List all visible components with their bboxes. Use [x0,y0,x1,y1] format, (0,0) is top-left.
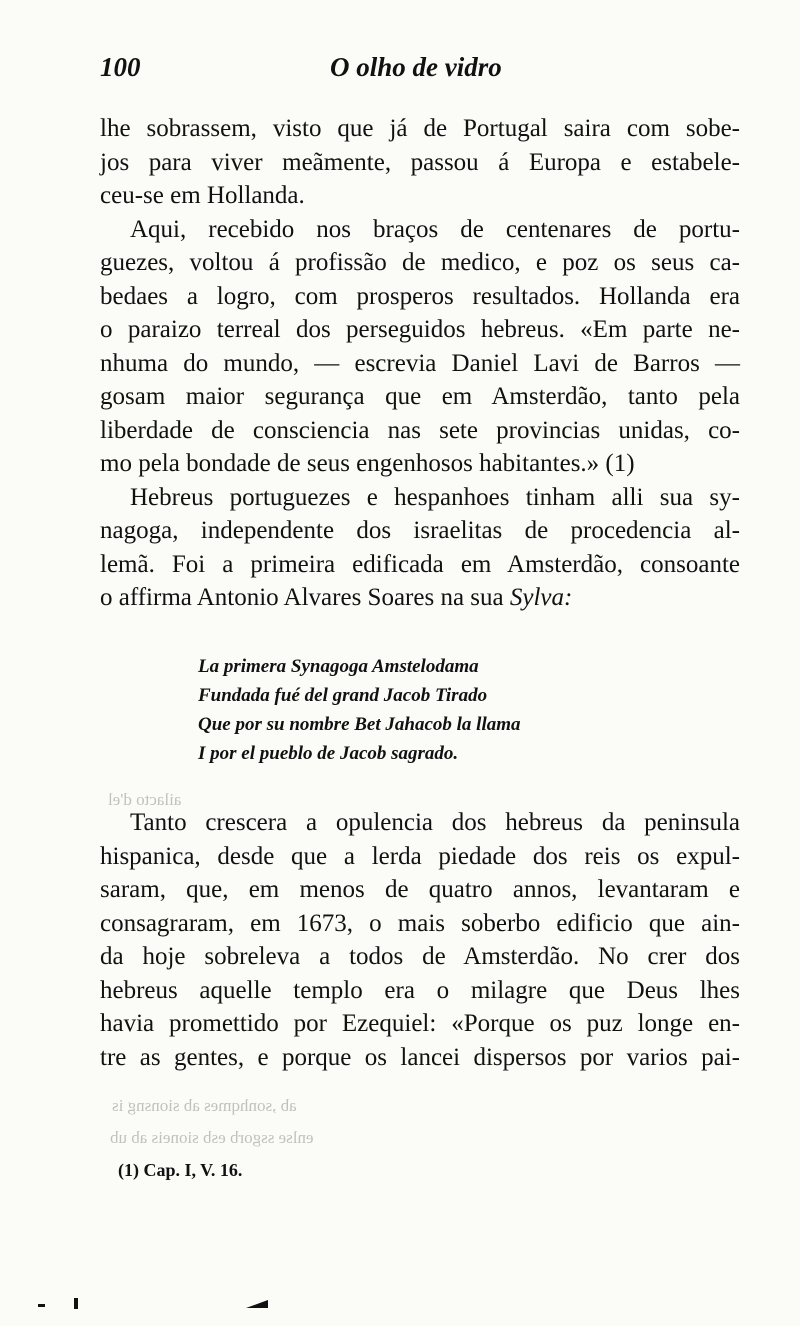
footnote: (1) Cap. I, V. 16. [118,1160,243,1180]
text-line: liberdade de consciencia nas sete provincias unidas, co- [100,416,740,444]
print-speck [38,1304,45,1307]
text-line: jos para viver meãmente, passou á Europa e estabele- [100,148,740,176]
text-line: ceu-se em Hollanda. [100,182,305,209]
text-line: da hoje sobreleva a todos de Amsterdão. No crer dos [100,943,740,970]
text-line: nagoga, independente dos israelitas de procedencia al- [100,517,740,544]
text-line: guezes, voltou á profissão de medico, e poz os seus ca- [100,249,740,276]
body-text-lower [100,806,740,1074]
text-line: hispanica, desde que a lerda piedade dos reis os expul- [100,842,740,870]
verse-line: Que por su nombre Bet Jahacob la llama [198,714,521,735]
citation-lead: o affirma Antonio Alvares Soares na sua [100,584,510,611]
text-line: consagraram, em 1673, o mais soberbo edificio que ain- [100,909,740,937]
verse-line: I por el pueblo de Jacob sagrado. [198,743,459,764]
text-line: saram, que, em menos de quatro annos, levantaram e [100,876,740,903]
text-line: Tanto crescera a opulencia dos hebreus da peninsula [130,809,740,836]
page-header [100,52,740,88]
running-title: O olho de vidro [330,52,502,82]
bleed-through-text: enlse ssgorb esb sioneis ab ub [110,1128,314,1147]
verse-quotation [198,652,658,768]
verse-line: Fundada fué del grand Jacob Tirado [198,685,488,706]
text-line: o paraizo terreal dos perseguidos hebreus. «Em parte ne- [100,316,740,343]
print-speck [74,1298,78,1309]
bleed-through-text: ab ,sonhqmes ab sionsng is [112,1096,297,1115]
text-line: lemã. Foi a primeira edificada em Amsterdão, consoante [100,550,740,578]
text-line [100,581,740,615]
text-line: Hebreus portuguezes e hespanhoes tinham alli sua sy- [130,483,740,511]
print-speck [246,1300,268,1308]
text-line: Aqui, recebido nos braços de centenares de portu- [130,215,740,243]
text-line: lhe sobrassem, visto que já de Portugal saira com sobe- [100,115,740,142]
text-line: hebreus aquelle templo era o milagre que Deus lhes [100,976,740,1004]
verse-line: La primera Synagoga Amstelodama [198,656,479,677]
work-title: Sylva: [509,584,573,611]
text-line: mo pela bondade de seus engenhosos habitantes.» (1) [100,450,635,477]
text-line: havia promettido por Ezequiel: «Porque os puz longe en- [100,1010,740,1037]
text-line: tre as gentes, e porque os lancei dispersos por varios pai- [100,1043,740,1071]
text-line: gosam maior segurança que em Amsterdão, tanto pela [100,383,740,410]
page-number: 100 [100,52,141,82]
text-line: nhuma do mundo, — escrevia Daniel Lavi de Barros — [100,349,740,377]
body-text-upper [100,112,740,615]
bleed-through-text: ailacto d'el [108,790,182,809]
text-line: bedaes a logro, com prosperos resultados. Hollanda era [100,282,740,310]
